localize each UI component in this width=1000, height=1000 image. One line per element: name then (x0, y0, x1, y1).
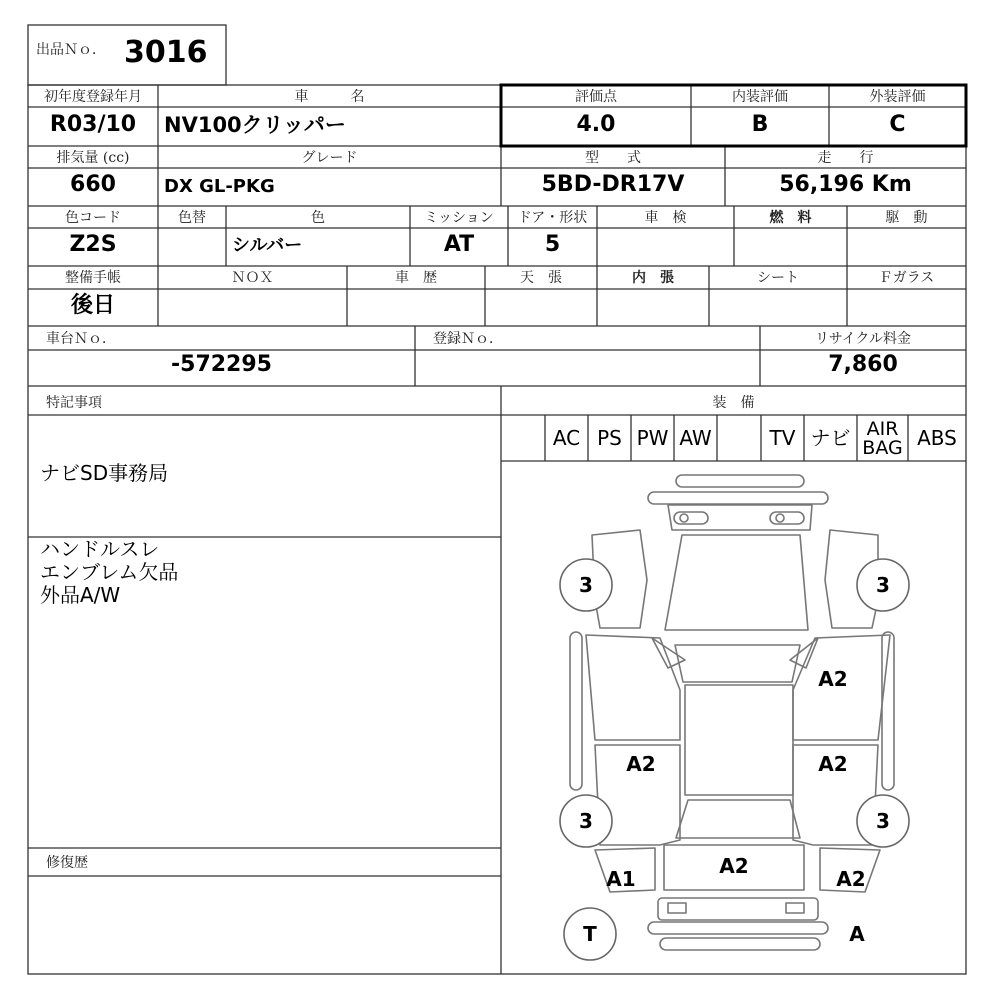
equip-abs: ABS (917, 426, 957, 450)
chassis-label: 車台Ｎｏ． (46, 331, 116, 347)
reg-no-label: 登録Ｎｏ． (433, 331, 503, 347)
displacement-value: 660 (70, 172, 116, 197)
equipment-label: 装 備 (712, 395, 755, 411)
chassis-value: -572295 (171, 352, 272, 377)
drive-label: 駆 動 (885, 210, 928, 226)
lot-label: 出品Ｎｏ． (36, 42, 106, 58)
notes-label: 特記事項 (46, 395, 102, 411)
equip-blank-2 (717, 417, 761, 461)
right-front-door-mark: A2 (818, 667, 848, 691)
recycle-value: 7,860 (828, 352, 898, 377)
history-label: 車 歴 (395, 270, 437, 286)
mileage-label: 走 行 (817, 150, 874, 166)
model-label: 型 式 (585, 150, 641, 166)
car-damage-diagram (501, 461, 966, 974)
repaint-label: 色替 (178, 210, 206, 226)
score-label: 評価点 (575, 89, 617, 105)
color-value: シルバー (232, 235, 303, 256)
grade-label: グレード (301, 150, 358, 166)
interior-value: B (751, 112, 769, 137)
equip-aw: AW (679, 426, 712, 450)
equip-navi: ナビ (810, 426, 851, 450)
exterior-label: 外装評価 (869, 89, 926, 105)
fglass-label: Ｆガラス (878, 270, 935, 286)
recycle-label: リサイクル料金 (814, 331, 912, 347)
lot-number: 3016 (124, 35, 208, 70)
equip-tv: TV (769, 426, 796, 450)
color-code-value: Z2S (69, 232, 117, 257)
car-name-value: NV100クリッパー (164, 113, 346, 137)
first-reg-value: R03/10 (49, 112, 137, 137)
maintenance-value: 後日 (70, 293, 115, 318)
exterior-value: C (889, 112, 906, 137)
tire-rear-right-mark: 3 (876, 809, 890, 833)
equip-ac: AC (552, 426, 581, 450)
tire-front-left-mark: 3 (579, 573, 593, 597)
inspection-label: 車 検 (644, 210, 687, 226)
nox-label: ＮＯＸ (231, 270, 274, 286)
left-rear-door-mark: A2 (626, 752, 656, 776)
seat-label: シート (757, 270, 799, 286)
interior-label: 内装評価 (732, 89, 788, 105)
notes-lines: ハンドルスレ エンブレム欠品 外品A/W (40, 537, 179, 607)
equip-blank-1 (501, 417, 545, 461)
equip-ps: PS (597, 426, 622, 450)
displacement-label: 排気量 (cc) (56, 150, 130, 166)
tire-rear-left-mark: 3 (579, 809, 593, 833)
doors-label: ドア・形状 (517, 210, 588, 226)
spare-tire-mark: T (583, 922, 597, 946)
roof-label: 天 張 (520, 270, 562, 286)
fuel-label: 燃 料 (769, 210, 812, 226)
equip-airbag: AIR BAG (862, 418, 903, 459)
repair-history-label: 修復歴 (46, 855, 88, 871)
back-door-mark: A2 (719, 854, 749, 878)
right-rear-corner-mark: A2 (836, 867, 866, 891)
tire-front-right-mark: 3 (876, 573, 890, 597)
color-label: 色 (311, 210, 325, 226)
rear-bumper-mark: A (849, 922, 865, 946)
mileage-value: 56,196 Km (779, 172, 912, 197)
first-reg-label: 初年度登録年月 (44, 89, 142, 105)
grade-value: DX GL-PKG (164, 176, 275, 197)
mission-value: AT (443, 232, 475, 257)
interior-trim-label: 内 張 (632, 270, 674, 286)
score-value: 4.0 (576, 112, 616, 137)
car-name-label: 車 名 (294, 89, 365, 105)
right-rear-door-mark: A2 (818, 752, 848, 776)
color-code-label: 色コード (65, 210, 121, 226)
equip-pw: PW (636, 426, 669, 450)
mission-label: ミッション (424, 210, 494, 226)
maintenance-label: 整備手帳 (65, 270, 121, 286)
left-rear-corner-mark: A1 (606, 867, 636, 891)
model-value: 5BD-DR17V (541, 172, 685, 197)
notes-line-1: ナビSD事務局 (40, 461, 169, 485)
doors-value: 5 (544, 232, 561, 257)
